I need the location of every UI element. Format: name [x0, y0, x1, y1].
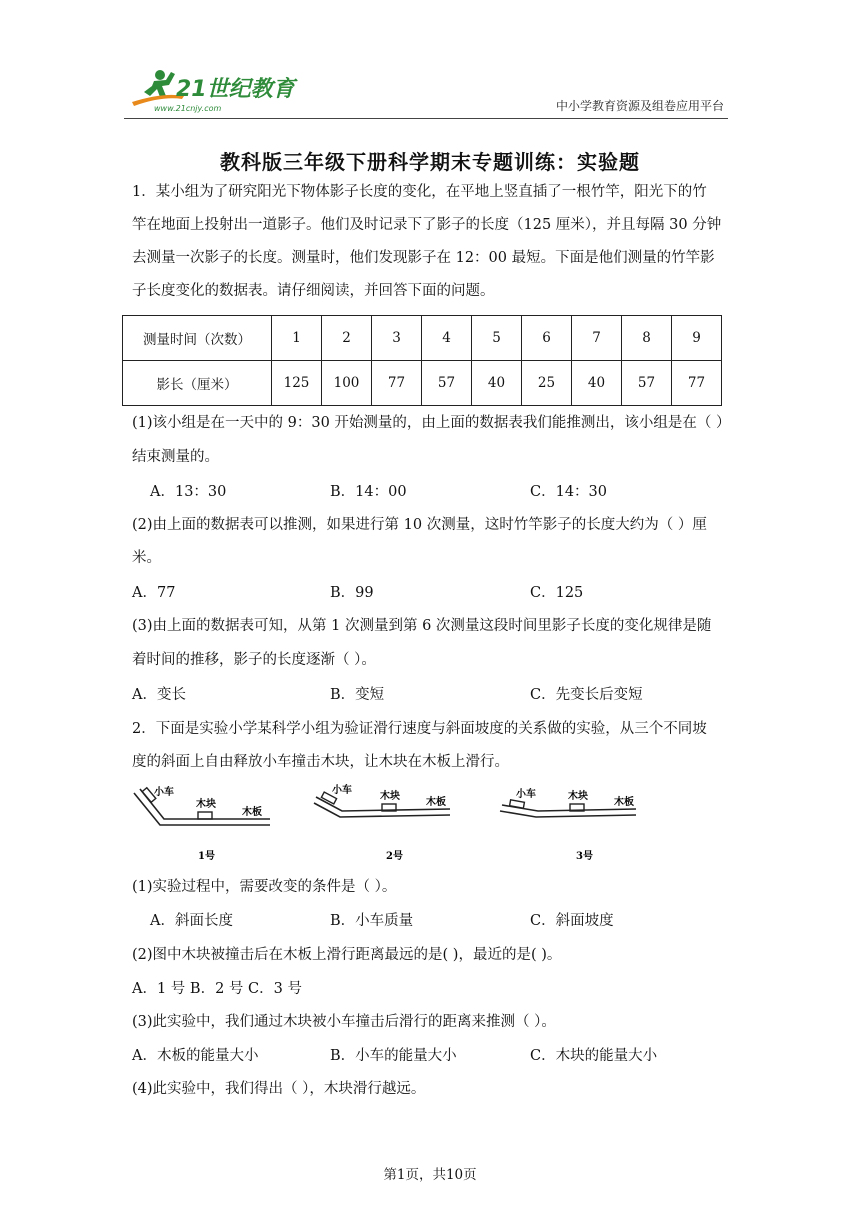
car-label: 小车 — [154, 787, 174, 798]
q2-sub1: (1)实验过程中，需要改变的条件是（ ）。 — [132, 879, 397, 895]
q2-stem-line: 度的斜面上自由释放小车撞击木块，让木块在木板上滑行。 — [132, 754, 509, 770]
q1-stem-line: 1．某小组为了研究阳光下物体影子长度的变化，在平地上竖直插了一根竹竿，阳光下的竹 — [132, 184, 707, 200]
table-cell: 3 — [372, 316, 422, 361]
figure-caption: 1号 — [198, 851, 215, 862]
option-b[interactable]: B．小车质量 — [330, 913, 414, 929]
row-header-time: 测量时间（次数） — [123, 316, 272, 361]
option-b[interactable]: B．小车的能量大小 — [330, 1048, 457, 1064]
option-a[interactable]: A．变长 — [132, 687, 186, 703]
row-header-length: 影长（厘米） — [123, 361, 272, 406]
table-row — [123, 361, 722, 406]
table-cell: 8 — [622, 316, 672, 361]
option-c[interactable]: C．木块的能量大小 — [530, 1048, 658, 1064]
table-cell: 6 — [522, 316, 572, 361]
figure-caption: 3号 — [576, 851, 593, 862]
option-a[interactable]: A．木板的能量大小 — [132, 1048, 259, 1064]
option-a[interactable]: A．13：30 — [150, 484, 227, 500]
q1-stem-line: 子长度变化的数据表。请仔细阅读，并回答下面的问题。 — [132, 283, 495, 299]
table-cell: 57 — [422, 361, 472, 406]
q1-sub3-cont: 着时间的推移，影子的长度逐渐（ ）。 — [132, 652, 376, 668]
table-cell: 100 — [322, 361, 372, 406]
board-label: 木板 — [614, 797, 634, 808]
page-number: 第1页，共10页 — [383, 1167, 477, 1183]
q2-sub2-options: A．1 号 B．2 号 C．3 号 — [132, 981, 302, 997]
ramp-figure-2 — [310, 783, 460, 863]
table-cell: 4 — [422, 316, 472, 361]
table-cell: 77 — [672, 361, 722, 406]
table-row — [123, 316, 722, 361]
q2-sub2: (2)图中木块被撞击后在木板上滑行距离最远的是( )，最近的是( )。 — [132, 947, 562, 963]
ramp-figure-1 — [130, 783, 280, 863]
block-shape — [198, 812, 212, 819]
logo-url: www.21cnjy.com — [154, 104, 222, 113]
block-label: 木块 — [196, 799, 216, 810]
option-a[interactable]: A．斜面长度 — [150, 913, 233, 929]
figure-caption: 2号 — [386, 851, 403, 862]
q1-stem-line: 竿在地面上投射出一道影子。他们及时记录下了影子的长度（125 厘米），并且每隔 30 分钟 — [132, 217, 722, 233]
table-cell: 40 — [572, 361, 622, 406]
table-cell: 7 — [572, 316, 622, 361]
q1-sub1: (1)该小组是在一天中的 9：30 开始测量的，由上面的数据表我们能推测出，该小组是在（ ） — [132, 415, 731, 431]
option-c[interactable]: C．先变长后变短 — [530, 687, 643, 703]
q2-sub3: (3)此实验中，我们通过木块被小车撞击后滑行的距离来推测（ ）。 — [132, 1014, 556, 1030]
block-label: 木块 — [380, 791, 400, 802]
table-cell: 2 — [322, 316, 372, 361]
platform-name: 中小学教育资源及组卷应用平台 — [555, 99, 724, 113]
option-b[interactable]: B．99 — [330, 585, 374, 601]
q1-sub1-cont: 结束测量的。 — [132, 449, 219, 465]
board-label: 木板 — [426, 797, 446, 808]
site-logo — [124, 66, 304, 116]
q1-sub2-cont: 米。 — [132, 550, 161, 566]
q1-stem-line: 去测量一次影子的长度。测量时，他们发现影子在 12：00 最短。下面是他们测量的竹竿影 — [132, 250, 715, 266]
table-cell: 40 — [472, 361, 522, 406]
table-cell: 25 — [522, 361, 572, 406]
table-cell: 5 — [472, 316, 522, 361]
table-cell: 57 — [622, 361, 672, 406]
ramp-figure-3 — [496, 783, 646, 863]
option-c[interactable]: C．125 — [530, 585, 584, 601]
q2-sub4: (4)此实验中，我们得出（ ），木块滑行越远。 — [132, 1081, 426, 1097]
car-label: 小车 — [332, 785, 352, 796]
table-cell: 125 — [272, 361, 322, 406]
option-c[interactable]: C．14：30 — [530, 484, 607, 500]
option-b[interactable]: B．变短 — [330, 687, 385, 703]
table-cell: 1 — [272, 316, 322, 361]
table-cell: 77 — [372, 361, 422, 406]
page-header — [124, 66, 728, 119]
q1-sub3: (3)由上面的数据表可知，从第 1 次测量到第 6 次测量这段时间里影子长度的变化规律是随 — [132, 618, 712, 634]
table-cell: 9 — [672, 316, 722, 361]
option-a[interactable]: A．77 — [132, 585, 176, 601]
shadow-data-table — [122, 315, 722, 406]
q2-stem-line: 2．下面是实验小学某科学小组为验证滑行速度与斜面坡度的关系做的实验，从三个不同坡 — [132, 721, 707, 737]
logo-text: 21世纪教育 — [176, 77, 295, 102]
q1-sub2: (2)由上面的数据表可以推测，如果进行第 10 次测量，这时竹竿影子的长度大约为（ ）厘 — [132, 517, 707, 533]
page-title: 教科版三年级下册科学期末专题训练：实验题 — [220, 150, 640, 174]
option-c[interactable]: C．斜面坡度 — [530, 913, 614, 929]
option-b[interactable]: B．14：00 — [330, 484, 407, 500]
car-label: 小车 — [516, 789, 536, 800]
board-label: 木板 — [242, 807, 262, 818]
block-label: 木块 — [568, 791, 588, 802]
